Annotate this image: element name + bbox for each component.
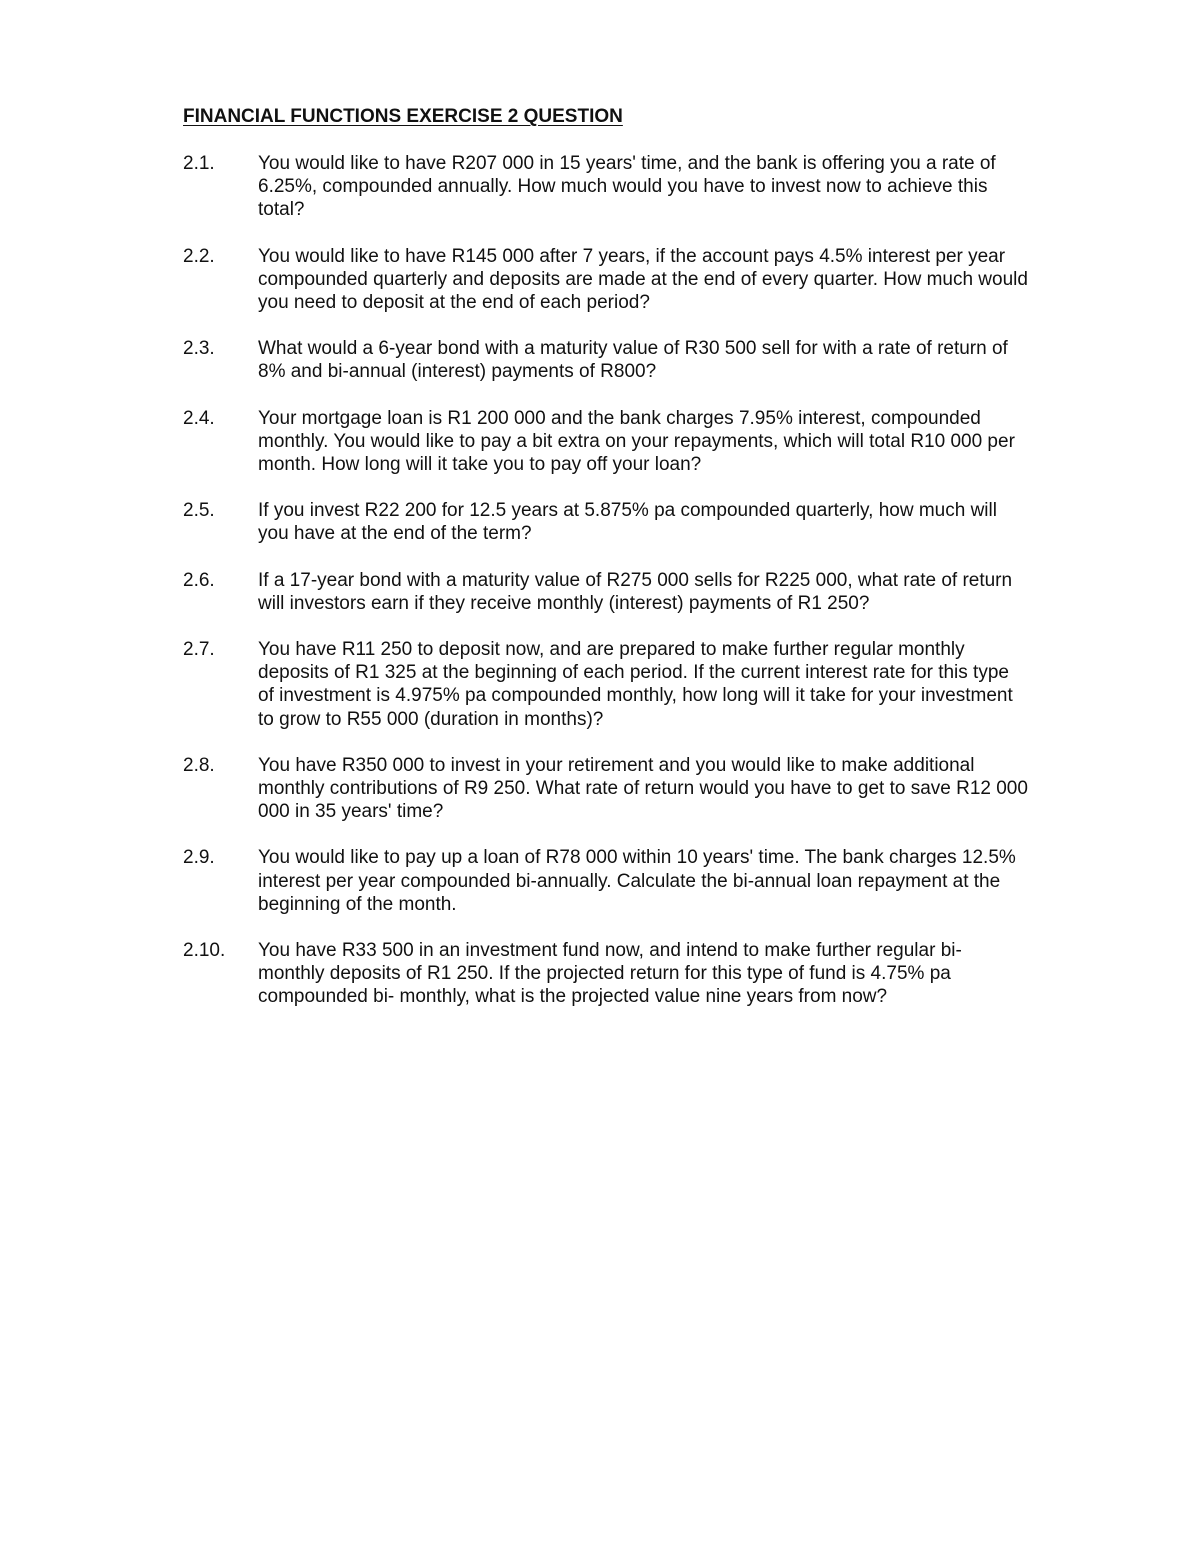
question-item (183, 337, 1043, 383)
question-number: 2.1. (183, 153, 215, 174)
question-text: You have R350 000 to invest in your retirement and you would like to make additional monthly contributions of R9 250. What rate of return would you have to get to save R12 000 000 in 35 years' time? (258, 754, 1028, 823)
question-item (183, 245, 1043, 315)
question-item (183, 499, 1043, 545)
question-item (183, 846, 1043, 916)
question-text: You would like to have R207 000 in 15 years' time, and the bank is offering you a rate of 6.25%, compounded annually. How much would you have to invest now to achieve this total? (258, 153, 996, 221)
question-text: You would like to have R145 000 after 7 years, if the account pays 4.5% interest per year compounded quarterly and deposits are made at the end of every quarter. How much would you need to deposit at the end of each period? (258, 245, 1028, 314)
question-item (183, 152, 1043, 222)
question-number: 2.7. (183, 639, 215, 661)
question-text: You have R33 500 in an investment fund now, and intend to make further regular bi-monthly deposits of R1 250. If the projected return for this type of fund is 4.75% pa compounded bi- monthly, what is the projected value nine years from now? (258, 940, 962, 1008)
question-text: Your mortgage loan is R1 200 000 and the bank charges 7.95% interest, compounded monthly. You would like to pay a bit extra on your repayments, which will total R10 000 per month. How long will it take you to pay off your loan? (258, 407, 1015, 476)
document-title: FINANCIAL FUNCTIONS EXERCISE 2 QUESTION (183, 106, 623, 127)
question-number: 2.10. (183, 940, 226, 962)
question-number: 2.4. (183, 407, 215, 429)
question-item (183, 638, 1043, 731)
question-number: 2.2. (183, 245, 215, 267)
question-text: You have R11 250 to deposit now, and are prepared to make further regular monthly deposits of R1 325 at the beginning of each period. If the current interest rate for this type of investment is 4.975% pa compounded monthly, how long will it take for your investment to grow to R55 000 (duration in months)? (258, 639, 1013, 730)
question-text: If a 17-year bond with a maturity value of R275 000 sells for R225 000, what rate of return will investors earn if they receive monthly (interest) payments of R1 250? (258, 569, 1013, 614)
question-number: 2.3. (183, 338, 215, 360)
question-item (183, 939, 1043, 1009)
question-number: 2.6. (183, 569, 215, 591)
question-item (183, 407, 1043, 477)
question-item (183, 569, 1043, 615)
question-number: 2.5. (183, 500, 215, 522)
question-number: 2.8. (183, 754, 215, 776)
question-text: What would a 6-year bond with a maturity value of R30 500 sell for with a rate of return of 8% and bi-annual (interest) payments of R800? (258, 338, 1008, 383)
question-text: If you invest R22 200 for 12.5 years at 5.875% pa compounded quarterly, how much will you have at the end of the term? (258, 500, 997, 545)
question-text: You would like to pay up a loan of R78 000 within 10 years' time. The bank charges 12.5% interest per year compounded bi-annually. Calculate the bi-annual loan repayment at the beginning of the month. (258, 847, 1016, 915)
question-list (183, 152, 1043, 1032)
question-number: 2.9. (183, 847, 215, 869)
question-item (183, 754, 1043, 824)
